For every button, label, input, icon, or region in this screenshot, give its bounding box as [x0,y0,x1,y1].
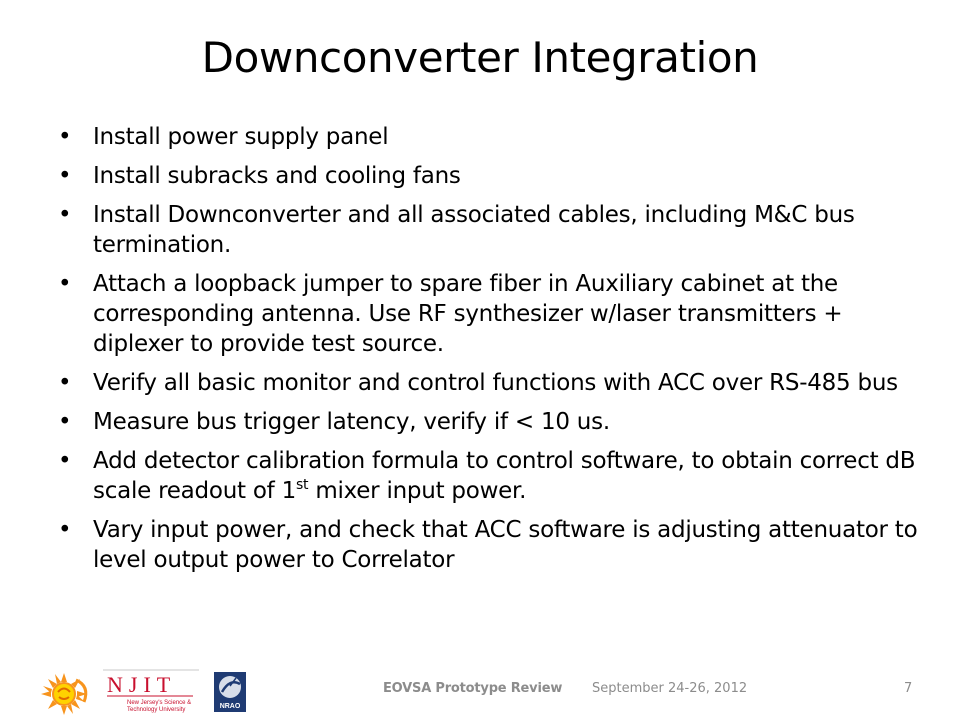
bullet-text-after: mixer input power. [308,478,527,504]
bullet-icon: • [58,124,72,150]
bullet-text: Vary input power, and check that ACC software is adjusting attenuator to level output power to Correlator [93,517,918,573]
bullet-item [56,446,936,506]
bullet-text: Install subracks and cooling fans [93,163,461,189]
bullet-item [56,368,936,398]
bullet-item [56,269,936,359]
bullet-text: Attach a loopback jumper to spare fiber in Auxiliary cabinet at the corresponding antenna. Use RF synthesizer w/laser transmitters + diplexer to provide test source. [93,271,843,357]
nrao-logo-wordmark: NRAO [219,703,241,710]
bullet-text: Install Downconverter and all associated cables, including M&C bus termination. [93,202,855,258]
njit-logo-tagline-2: Technology University [127,707,186,713]
bullet-icon: • [58,409,72,435]
bullet-item [56,161,936,191]
bullet-item [56,407,936,437]
bullet-item [56,200,936,260]
sun-logo-icon [40,672,92,716]
bullet-text: Verify all basic monitor and control functions with ACC over RS-485 bus [93,370,898,396]
bullet-superscript: st [295,477,309,493]
bullet-icon: • [58,202,72,228]
footer-presentation-title: EOVSA Prototype Review [383,681,563,696]
njit-logo-tagline-1: New Jersey's Science & [127,700,192,706]
bullet-text: Install power supply panel [93,124,389,150]
bullet-item [56,515,936,575]
footer-page-number: 7 [904,681,913,696]
njit-logo-icon [103,668,199,714]
nrao-logo-icon [214,672,246,712]
bullet-icon: • [58,271,72,297]
bullet-icon: • [58,517,72,543]
bullet-text: Measure bus trigger latency, verify if < 10 us. [93,409,610,435]
footer-date: September 24-26, 2012 [592,681,748,696]
bullet-icon: • [58,370,72,396]
slide-title: Downconverter Integration [201,33,759,82]
bullet-icon: • [58,163,72,189]
bullet-text-before: Add detector calibration formula to control software, to obtain correct dB scale readout of 1 [93,448,916,504]
njit-logo-wordmark: NJIT [107,672,177,697]
bullet-list [56,122,936,584]
bullet-item [56,122,936,152]
bullet-icon: • [58,448,72,474]
